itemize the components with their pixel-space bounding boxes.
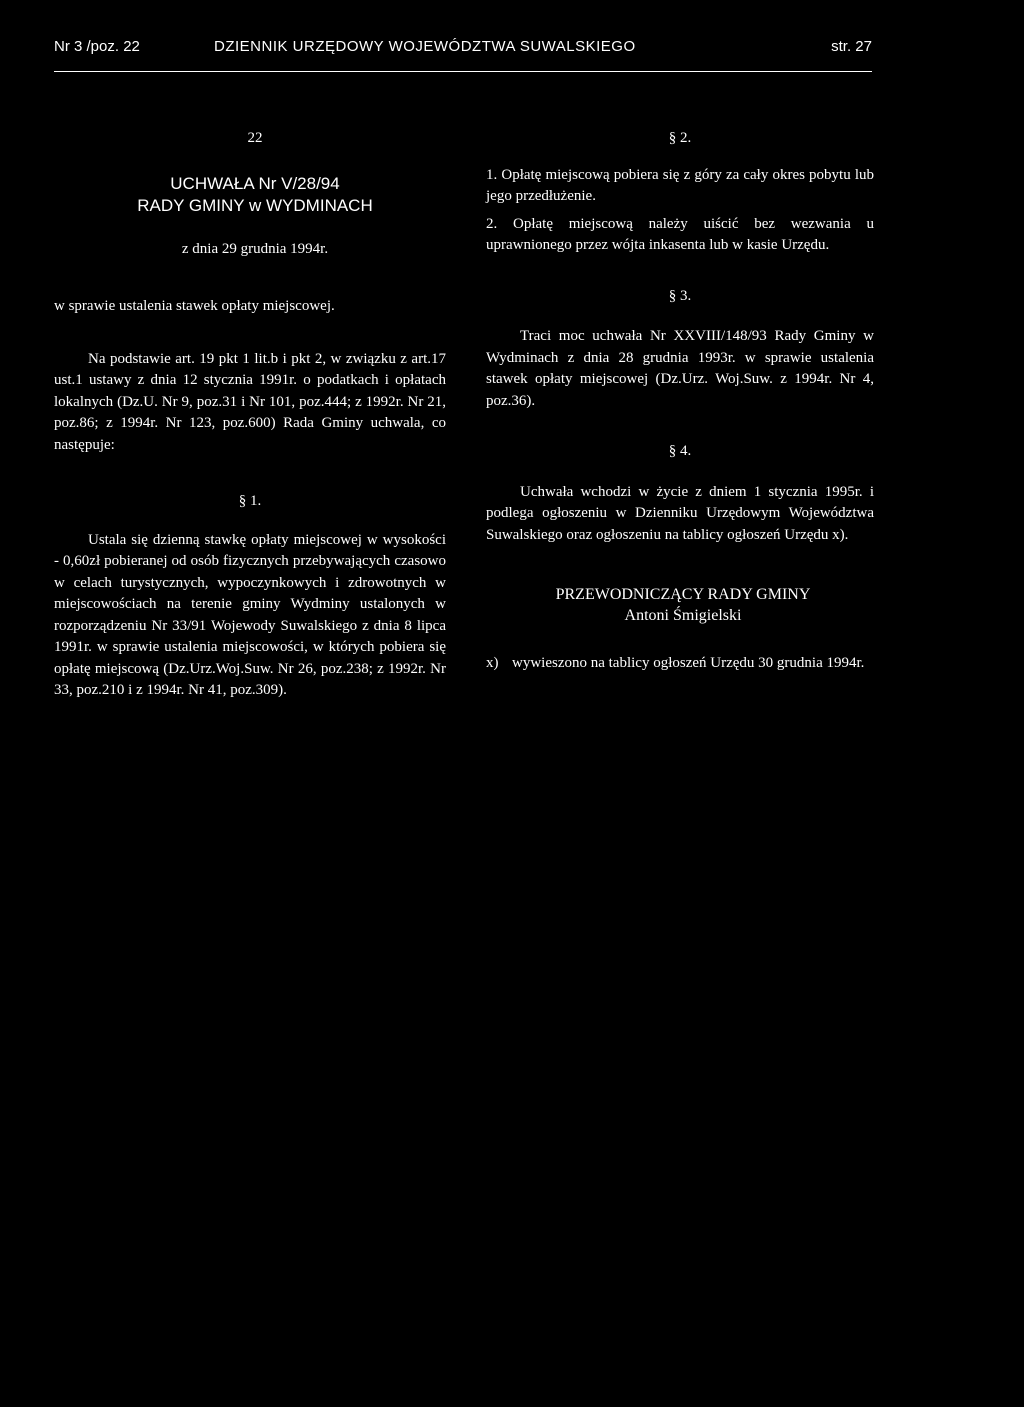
section-2-item-1: 1. Opłatę miejscową pobiera się z góry za cały okres pobytu lub jego przedłużenie. — [486, 166, 874, 204]
page-number: str. 27 — [831, 38, 872, 55]
section-2-item-2: 2. Opłatę miejscową należy uiścić bez wezwania u uprawnionego przez wójta inkasenta lub w kasie Urzędu. — [486, 215, 874, 253]
footnote-text: wywieszono na tablicy ogłoszeń Urzędu 30 grudnia 1994r. — [512, 655, 865, 671]
resolution-title-line-1: UCHWAŁA Nr V/28/94 — [170, 173, 340, 193]
signature-title: PRZEWODNICZĄCY RADY GMINY — [555, 586, 811, 603]
journal-title: DZIENNIK URZĘDOWY WOJEWÓDZTWA SUWALSKIEGO — [214, 38, 636, 55]
signature-name: Antoni Śmigielski — [624, 607, 742, 624]
left-column — [54, 128, 446, 702]
section-4-title: § 4. — [668, 443, 692, 459]
section-3-text: Traci moc uchwała Nr XXVIII/148/93 Rady Gminy w Wydminach z dnia 28 grudnia 1993r. w sprawie ustalenia stawek opłaty miejscowej (Dz.Urz. Woj.Suw. z 1994r. Nr 4, poz.36). — [486, 328, 874, 409]
preamble: Na podstawie art. 19 pkt 1 lit.b i pkt 2, w związku z art.17 ust.1 ustawy z dnia 12 stycznia 1991r. o podatkach i opłatach lokalnych (Dz.U. Nr 9, poz.31 i Nr 101, poz.444; z 1992r. Nr 21, poz.86; z 1994r. Nr 123, poz.600) Rada Gminy uchwala, co następuje: — [54, 350, 446, 453]
item-number: 22 — [247, 130, 263, 146]
section-3-title: § 3. — [668, 287, 692, 304]
header-rule — [54, 71, 872, 72]
right-column — [486, 128, 874, 675]
footnote-mark: x) — [486, 655, 499, 671]
resolution-subject: w sprawie ustalenia stawek opłaty miejscowej. — [54, 298, 335, 314]
section-4-text: Uchwała wchodzi w życie z dniem 1 stycznia 1995r. i podlega ogłoszeniu w Dzienniku Urzędowym Województwa Suwalskiego oraz ogłoszeniu na tablicy ogłoszeń Urzędu x). — [486, 483, 874, 543]
page-header — [54, 34, 872, 64]
resolution-date: z dnia 29 grudnia 1994r. — [181, 240, 329, 257]
issue-number: Nr 3 /poz. 22 — [54, 38, 140, 55]
section-2-title: § 2. — [668, 130, 692, 146]
footnote — [486, 653, 874, 675]
section-1-title: § 1. — [238, 493, 262, 509]
resolution-title-line-2: RADY GMINY w WYDMINACH — [137, 195, 373, 215]
section-1-text: Ustala się dzienną stawkę opłaty miejscowej w wysokości - 0,60zł pobieranej od osób fizycznych przebywających czasowo w celach turystycznych, wypoczynkowych i zdrowotnych w miejscowościach na terenie gminy Wydminy ustalonych w rozporządzeniu Nr 33/91 Wojewody Suwalskiego z dnia 8 lipca 1991r. w sprawie ustalenia miejscowości, w których pobiera się opłatę miejscową (Dz.Urz.Woj.Suw. Nr 26, poz.238; z 1992r. Nr 33, poz.210 i z 1994r. Nr 41, poz.309). — [54, 531, 446, 698]
